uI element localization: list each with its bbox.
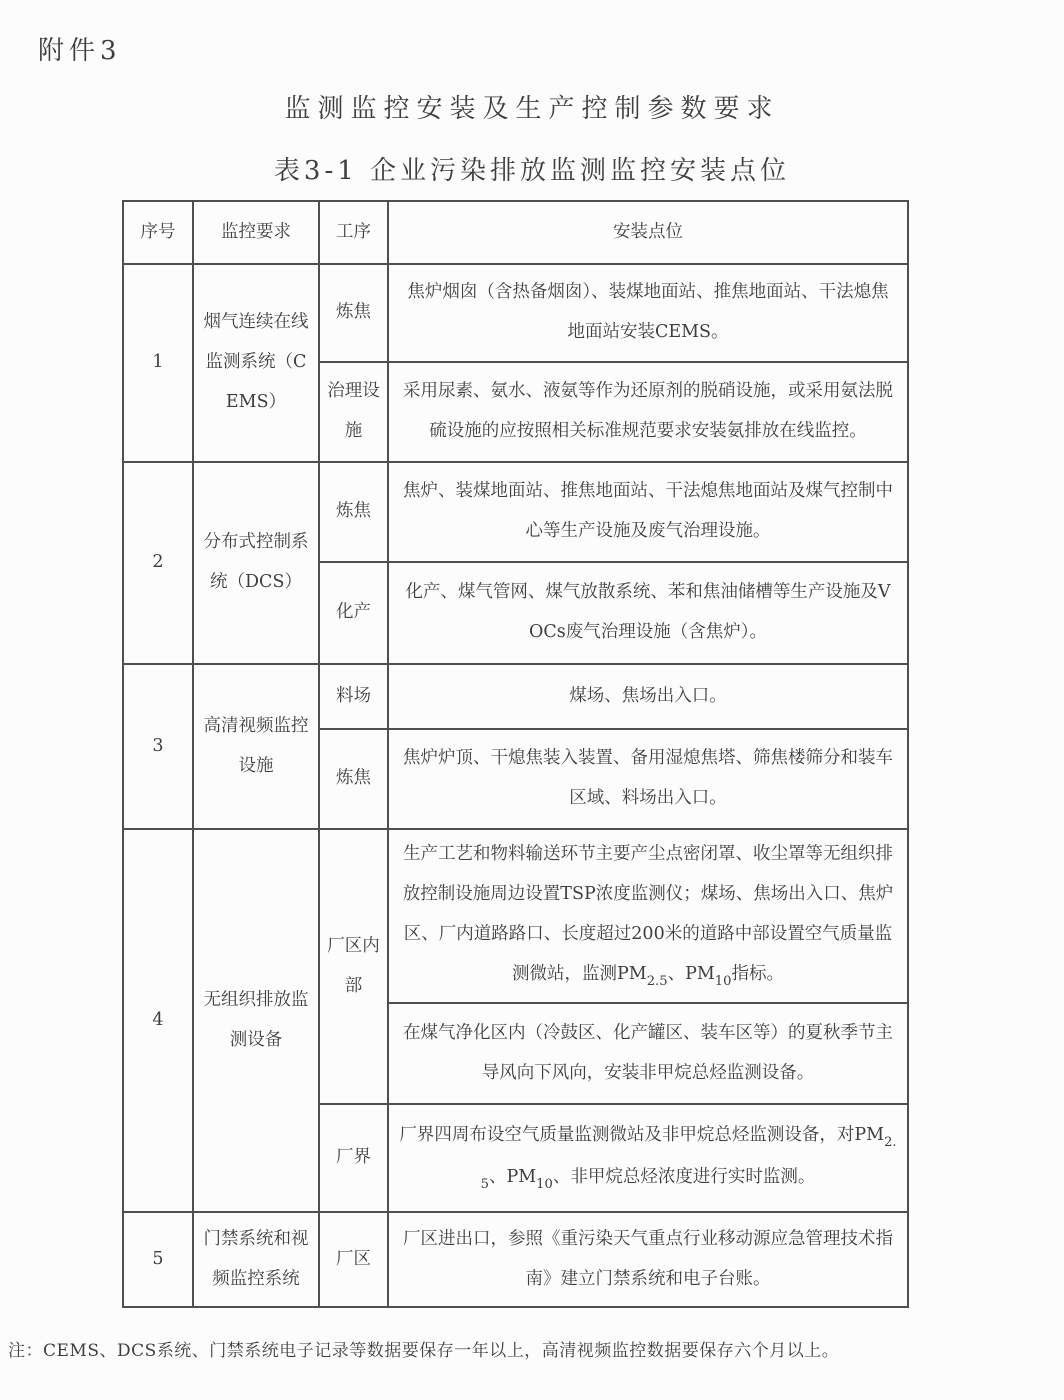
header-cell-process: 工序 xyxy=(319,201,388,264)
row-number-cell: 4 xyxy=(123,829,193,1212)
table-row xyxy=(123,462,908,562)
points-cell: 厂区进出口，参照《重污染天气重点行业移动源应急管理技术指南》建立门禁系统和电子台账。 xyxy=(388,1212,908,1307)
process-cell: 厂区 xyxy=(319,1212,388,1307)
points-cell: 焦炉炉顶、干熄焦装入装置、备用湿熄焦塔、筛焦楼筛分和装车区域、料场出入口。 xyxy=(388,729,908,829)
process-cell: 厂区内部 xyxy=(319,829,388,1104)
table-row xyxy=(123,264,908,362)
table-row xyxy=(123,1212,908,1307)
process-cell: 厂界 xyxy=(319,1104,388,1212)
table-row xyxy=(123,829,908,1003)
row-number-cell: 2 xyxy=(123,462,193,664)
process-cell: 炼焦 xyxy=(319,729,388,829)
table-row xyxy=(123,664,908,729)
attachment-label: 附件3 xyxy=(38,36,122,66)
header-cell-no: 序号 xyxy=(123,201,193,264)
table-caption: 表3-1 企业污染排放监测监控安装点位 xyxy=(273,156,791,186)
points-cell: 在煤气净化区内（冷鼓区、化产罐区、装车区等）的夏秋季节主导风向下风向，安装非甲烷总烃监测设备。 xyxy=(388,1003,908,1104)
row-number-cell: 1 xyxy=(123,264,193,462)
footnote: 注：CEMS、DCS系统、门禁系统电子记录等数据要保存一年以上，高清视频监控数据要保存六个月以上。 xyxy=(8,1341,840,1361)
requirement-cell: 门禁系统和视频监控系统 xyxy=(193,1212,319,1307)
points-cell: 化产、煤气管网、煤气放散系统、苯和焦油储槽等生产设施及VOCs废气治理设施（含焦炉）。 xyxy=(388,562,908,664)
points-cell: 生产工艺和物料输送环节主要产尘点密闭罩、收尘罩等无组织排放控制设施周边设置TSP浓度监测仪；煤场、焦场出入口、焦炉区、厂内道路路口、长度超过200米的道路中部设置空气质量监测微站，监测$PM_{2.5}$、$PM_{10}$指标。 xyxy=(388,829,908,1003)
points-cell: 采用尿素、氨水、液氨等作为还原剂的脱硝设施，或采用氨法脱硫设施的应按照相关标准规范要求安装氨排放在线监控。 xyxy=(388,362,908,462)
document-title: 监测监控安装及生产控制参数要求 xyxy=(284,94,780,124)
header-cell-requirement: 监控要求 xyxy=(193,201,319,264)
monitoring-points-table xyxy=(122,200,909,1308)
requirement-cell: 无组织排放监测设备 xyxy=(193,829,319,1212)
requirement-cell: 分布式控制系统（DCS） xyxy=(193,462,319,664)
row-number-cell: 5 xyxy=(123,1212,193,1307)
requirement-cell: 烟气连续在线监测系统（CEMS） xyxy=(193,264,319,462)
points-cell: 煤场、焦场出入口。 xyxy=(388,664,908,729)
row-number-cell: 3 xyxy=(123,664,193,829)
process-cell: 料场 xyxy=(319,664,388,729)
process-cell: 炼焦 xyxy=(319,462,388,562)
process-cell: 炼焦 xyxy=(319,264,388,362)
process-cell: 化产 xyxy=(319,562,388,664)
points-cell: 厂界四周布设空气质量监测微站及非甲烷总烃监测设备，对$PM_{2.5}$、$PM_{10}$、非甲烷总烃浓度进行实时监测。 xyxy=(388,1104,908,1212)
points-cell: 焦炉、装煤地面站、推焦地面站、干法熄焦地面站及煤气控制中心等生产设施及废气治理设施。 xyxy=(388,462,908,562)
header-cell-points: 安装点位 xyxy=(388,201,908,264)
table-header-row xyxy=(123,201,908,264)
points-cell: 焦炉烟囱（含热备烟囱）、装煤地面站、推焦地面站、干法熄焦地面站安装CEMS。 xyxy=(388,264,908,362)
process-cell: 治理设施 xyxy=(319,362,388,462)
requirement-cell: 高清视频监控设施 xyxy=(193,664,319,829)
